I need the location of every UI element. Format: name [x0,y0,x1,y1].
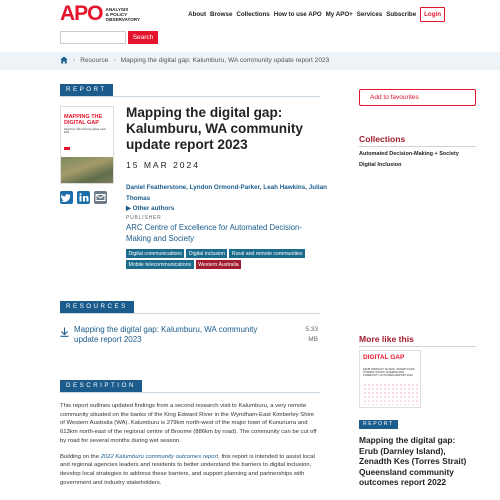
more-like-this-heading: More like this [359,334,414,344]
other-authors-label: Other authors [132,205,175,212]
cover-title: MAPPING THE DIGITAL GAP [64,114,103,126]
related-report-thumbnail[interactable] [359,350,421,408]
nav-collections[interactable]: Collections [236,11,270,18]
nav-services[interactable]: Services [356,11,383,18]
tag-list [126,249,326,269]
tag-digital-inclusion[interactable]: Digital inclusion [186,249,227,258]
tag-mobile-telecom[interactable]: Mobile telecommunications [126,260,194,269]
report-type-label: REPORT [60,84,113,96]
collections-list [359,151,476,172]
search-input[interactable] [60,31,126,44]
authors-list[interactable]: Daniel Featherstone, Lyndon Ormond-Parker, Leah Hawkins, Julian Thomas [126,184,327,202]
outcomes-report-link[interactable]: 2022 Kalumburu community outcomes report [100,453,219,460]
home-icon[interactable] [60,56,68,64]
cover-subtitle: Kalumburu, WA community update report 2023 [64,129,106,134]
divider [359,346,476,347]
search-button[interactable]: Search [128,31,158,44]
collections-heading: Collections [359,134,406,144]
resource-download-link[interactable]: Mapping the digital gap: Kalumburu, WA community update report 2023 [74,325,258,344]
add-to-favourites-button[interactable]: Add to favourites [359,89,476,106]
breadcrumb [60,56,329,64]
nav-browse[interactable]: Browse [210,11,233,18]
description-label: DESCRIPTION [60,380,142,392]
logo-subtitle: ANALYSIS & POLICY OBSERVATORY [105,6,140,22]
thumb-subtitle: ERUB (DARNLEY ISLAND), ZENADTH KES (TORRES STRAIT) QUEENSLAND COMMUNITY OUTCOMES REPORT 2022 [363,368,415,378]
logo-text: APO [60,2,103,25]
triangle-right-icon: ▶ [126,205,131,212]
twitter-icon[interactable] [60,191,73,204]
email-icon[interactable] [94,191,107,204]
divider [60,96,320,97]
publisher-link[interactable]: ARC Centre of Excellence for Automated Decision-Making and Society [126,223,302,243]
nav-subscribe[interactable]: Subscribe [386,11,417,18]
cover-accent [64,147,70,150]
resources-label: RESOURCES [60,301,134,313]
share-buttons [60,191,107,204]
site-header [0,0,500,28]
description-paragraph: This report outlines updated findings from a second research visit to Kalumburu, a very remote community situated on the banks of the King Edward River in the Wyndham-East Kimberley Shire of Western Australia (WA). Kalumburu is 279km north-west of the major town of Kununurra and 613km north-east of the regional centre of Broome (886km by road). The community can be cut off by road for several months during wet season. [60,403,317,444]
cover-photo [61,157,114,184]
nav-about[interactable]: About [188,11,207,18]
resource-file-size: 5.33 MB [305,326,318,343]
divider [359,146,476,147]
description-paragraph: Building on the 2022 Kalumburu community outcomes report, this report is intended to assist local and regional agencies leaders and residents to better understand the barriers to digital inclusion, develop local strategies to address these barriers, and support planning and partnerships with government and industry stakeholders. [60,453,315,486]
thumb-pattern [363,383,419,405]
thumb-title: DIGITAL GAP [363,354,405,361]
tag-western-australia[interactable]: Western Australia [196,260,242,269]
other-authors-toggle[interactable] [126,205,174,212]
search-bar [0,28,500,48]
tag-digital-communications[interactable]: Digital communications [126,249,184,258]
collection-item[interactable]: Automated Decision-Making + Society [359,151,459,157]
divider [60,313,320,314]
nav-how-to-use[interactable]: How to use APO [273,11,322,18]
related-report-title[interactable]: Mapping the digital gap: Erub (Darnley Island), Zenadth Kes (Torres Strait) Queensland community outcomes report 2022 [359,435,467,487]
related-report-type-label: REPORT [359,420,398,429]
main-nav [188,7,445,22]
nav-my-apo[interactable]: My APO+ [325,11,353,18]
breadcrumb-separator: › [73,56,76,64]
description-body [60,402,320,494]
linkedin-icon[interactable] [77,191,90,204]
publisher-label: PUBLISHER [126,215,162,221]
breadcrumb-resource[interactable]: Resource [80,56,109,64]
publication-date: 15 MAR 2024 [126,160,200,170]
report-cover-image[interactable] [60,106,114,184]
tag-rural-remote[interactable]: Rural and remote communities [229,249,305,258]
collection-item[interactable]: Digital Inclusion [359,161,402,168]
breadcrumb-current: Mapping the digital gap: Kalumburu, WA community update report 2023 [120,56,330,64]
download-icon[interactable] [60,324,69,334]
apo-logo[interactable] [60,4,140,24]
page-title: Mapping the digital gap: Kalumburu, WA community update report 2023 [126,105,303,152]
login-button[interactable]: Login [420,7,445,22]
breadcrumb-separator: › [113,56,116,64]
divider [60,392,320,393]
